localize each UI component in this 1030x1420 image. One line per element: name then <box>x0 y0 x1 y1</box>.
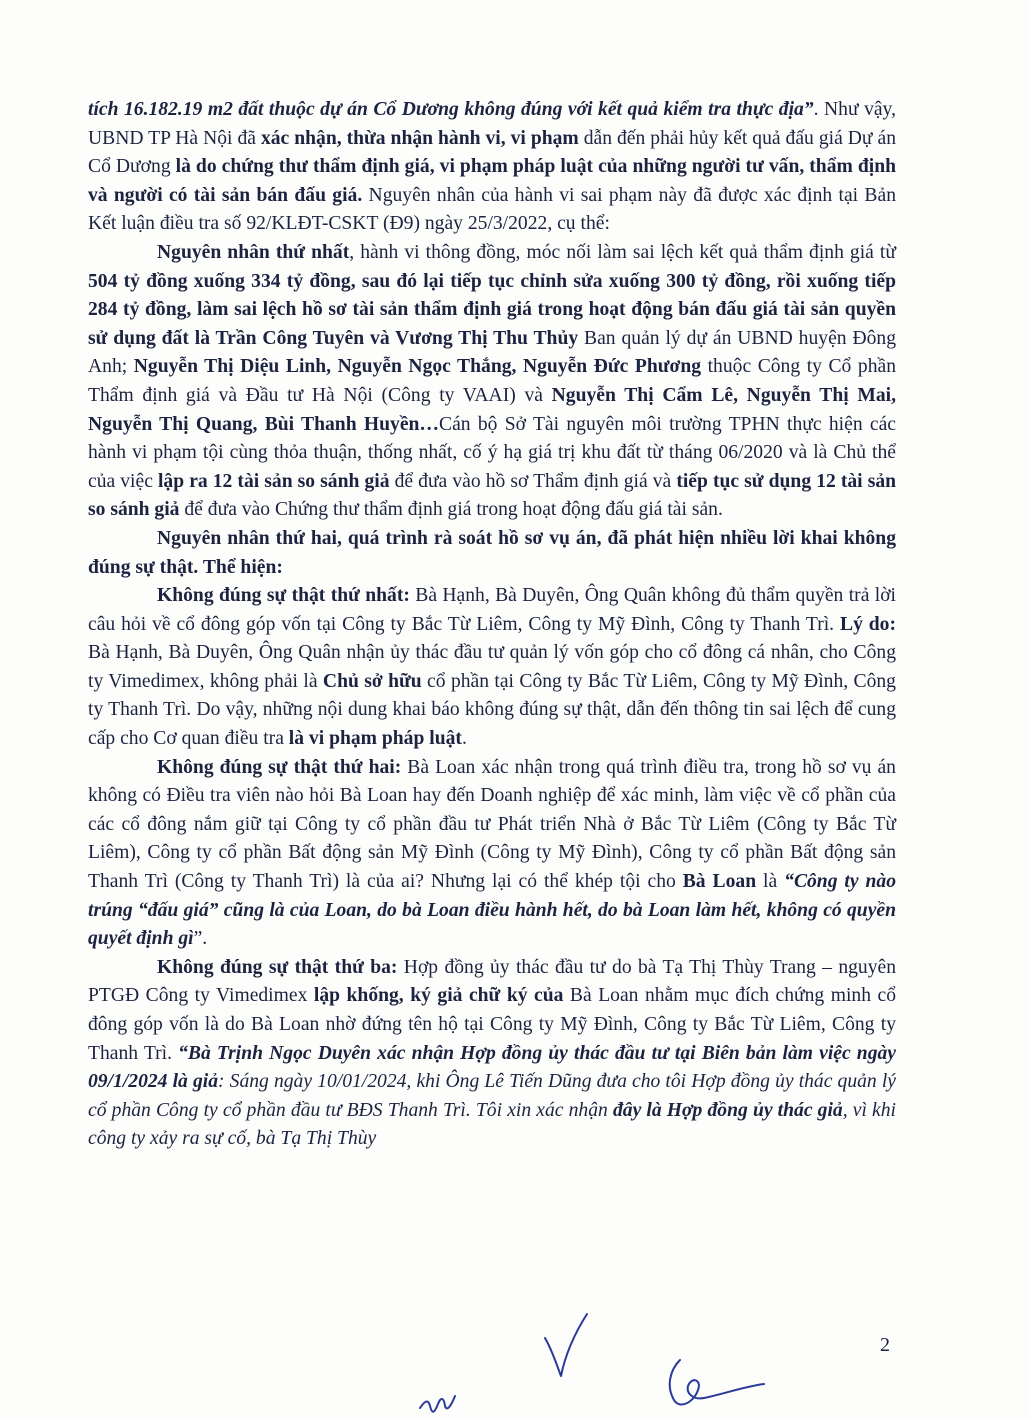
text-run: Nguyên nhân của hành vi sai phạm này đã được xác định tại Bản Kết luận điều tra số 92/KLĐT-CSKT (Đ9) ngày 25/3/2022, cụ thể: <box>88 184 896 235</box>
text-run: Không đúng sự thật thứ ba: <box>157 956 398 978</box>
text-run: Hợp đồng ủy thác đầu tư do bà Tạ Thị Thùy Trang – nguyên PTGĐ Công ty Vimedimex <box>88 956 896 1007</box>
text-run: tiếp tục sử dụng 12 tài sản so sánh giả <box>88 470 897 521</box>
text-run: Bà Loan xác nhận trong quá trình điều tra, trong hồ sơ vụ án không có Điều tra viên nào hỏi Bà Loan hay đến Doanh nghiệp để xác minh, làm việc về cổ phần của các cổ đông nắm giữ tại Công ty cổ phần đầu tư Phát triển Nhà ở Bắc Từ Liêm (Công ty Bắc Từ Liêm), Công ty cổ phần Bất động sản Mỹ Đình (Công ty Mỹ Đình), Công ty cổ phần Bất động sản Thanh Trì (Công ty Thanh Trì) là của ai? Nhưng lại có thể khép tội cho <box>88 756 896 893</box>
text-run: “Bà Trịnh Ngọc Duyên xác nhận Hợp đồng ủy thác đầu tư tại Biên bản làm việc ngày 09/1/2024 là giả <box>88 1042 896 1093</box>
text-run: 504 tỷ đồng xuống 334 tỷ đồng, sau đó lại tiếp tục chỉnh sửa xuống 300 tỷ đồng, rồi xuống tiếp 284 tỷ đồng, làm sai lệch hồ sơ tài sản thẩm định giá trong hoạt động bán đấu giá tài sản quyền sử dụng đất là Trần Công Tuyên và Vương Thị Thu Thủy <box>88 270 896 349</box>
text-run: là vi phạm pháp luật <box>288 728 462 750</box>
text-run: xác nhận, thừa nhận hành vi, vi phạm <box>260 127 579 149</box>
text-run: lập ra 12 tài sản so sánh giả <box>157 470 390 492</box>
text-run: : Sáng ngày 10/01/2024, khi Ông Lê Tiến Dũng đưa cho tôi Hợp đồng ủy thác quản lý cổ phần Công ty cổ phần đầu tư BĐS Thanh Trì. Tôi xin xác nhận <box>88 1071 896 1121</box>
text-run: Không đúng sự thật thứ nhất: <box>157 585 410 607</box>
document-body <box>88 96 896 1154</box>
text-run: tích 16.182.19 m2 đất thuộc dự án Cổ Dương không đúng với kết quả kiểm tra thực địa” <box>88 99 814 120</box>
text-run: Chủ sở hữu <box>322 670 422 692</box>
text-run: để đưa vào Chứng thư thẩm định giá trong hoạt động đấu giá tài sản. <box>179 499 723 521</box>
text-run: cổ phần tại Công ty Bắc Từ Liêm, Công ty Mỹ Đình, Công ty Thanh Trì. Do vậy, những nội dung khai báo không đúng sự thật, dẫn đến thông tin sai lệch để cung cấp cho Cơ quan điều tra <box>88 670 896 750</box>
text-run: đây là Hợp đồng ủy thác giả <box>612 1099 843 1121</box>
paragraph <box>88 954 896 1154</box>
paragraph <box>88 525 896 582</box>
text-run: là <box>756 871 785 893</box>
text-run: thuộc Công ty Cổ phần Thẩm định giá và Đầu tư Hà Nội (Công ty VAAI) và <box>88 356 896 406</box>
text-run: Cán bộ Sở Tài nguyên môi trường TPHN thực hiện các hành vi phạm tội cùng thỏa thuận, thống nhất, cố ý hạ giá trị khu đất từ tháng 06/2020 và là Chủ thể của việc <box>88 413 896 492</box>
text-run: ”. <box>193 928 208 950</box>
text-run: Nguyễn Thị Diệu Linh, Nguyễn Ngọc Thắng, Nguyễn Đức Phương <box>133 356 702 378</box>
text-run: là do chứng thư thẩm định giá, vi phạm pháp luật của những người tư vấn, thẩm định và người có tài sản bán đấu giá. <box>88 156 896 206</box>
initial-signature-3 <box>670 1360 764 1405</box>
text-run: Bà Loan <box>682 871 757 893</box>
text-run: Lý do: <box>840 613 897 635</box>
initials-signatures <box>0 1300 1030 1420</box>
text-run: lập khống, ký giả chữ ký của <box>313 985 564 1007</box>
text-run: Không đúng sự thật thứ hai: <box>157 756 402 778</box>
paragraph <box>88 754 896 954</box>
text-run: Bà Hạnh, Bà Duyên, Ông Quân nhận ủy thác đầu tư quản lý vốn góp cho cổ đông cá nhân, cho Công ty Vimedimex, không phải là <box>88 642 896 692</box>
text-run: , vì khi công ty xảy ra sự cố, bà Tạ Thị Thùy <box>88 1099 896 1150</box>
text-run: . Như vậy, UBND TP Hà Nội đã <box>88 99 896 149</box>
initial-signature-1 <box>420 1396 455 1412</box>
text-run: Nguyên nhân thứ hai, quá trình rà soát hồ sơ vụ án, đã phát hiện nhiều lời khai không đúng sự thật. Thể hiện: <box>88 527 896 578</box>
paragraph <box>88 239 896 525</box>
text-run: Nguyên nhân thứ nhất <box>157 241 350 263</box>
text-run: Bà Hạnh, Bà Duyên, Ông Quân không đủ thẩm quyền trả lời câu hỏi về cổ đông góp vốn tại Công ty Bắc Từ Liêm, Công ty Mỹ Đình, Công ty Thanh Trì. <box>88 585 896 635</box>
text-run: để đưa vào hồ sơ Thẩm định giá và <box>389 470 677 492</box>
text-run: Ban quản lý dự án UBND huyện Đông Anh; <box>88 327 896 378</box>
paragraph <box>88 96 896 239</box>
initial-signature-2 <box>545 1314 587 1376</box>
text-run: dẫn đến phải hủy kết quả đấu giá Dự án Cổ Dương <box>88 127 896 178</box>
page-number: 2 <box>880 1334 890 1356</box>
text-run: “Công ty nào trúng “đấu giá” cũng là của Loan, do bà Loan điều hành hết, do bà Loan làm hết, không có quyền quyết định gì <box>88 871 897 950</box>
text-run: Bà Loan nhằm mục đích chứng minh cổ đông góp vốn là do Bà Loan nhờ đứng tên hộ tại Công ty Mỹ Đình, Công ty Bắc Từ Liêm, Công ty Thanh Trì. <box>88 985 896 1064</box>
paragraph <box>88 582 896 754</box>
text-run: Nguyễn Thị Cẩm Lê, Nguyễn Thị Mai, Nguyễn Thị Quang, Bùi Thanh Huyền… <box>88 384 896 435</box>
text-run: . <box>461 728 467 750</box>
text-run: , hành vi thông đồng, móc nối làm sai lệch kết quả thẩm định giá từ <box>349 241 896 263</box>
